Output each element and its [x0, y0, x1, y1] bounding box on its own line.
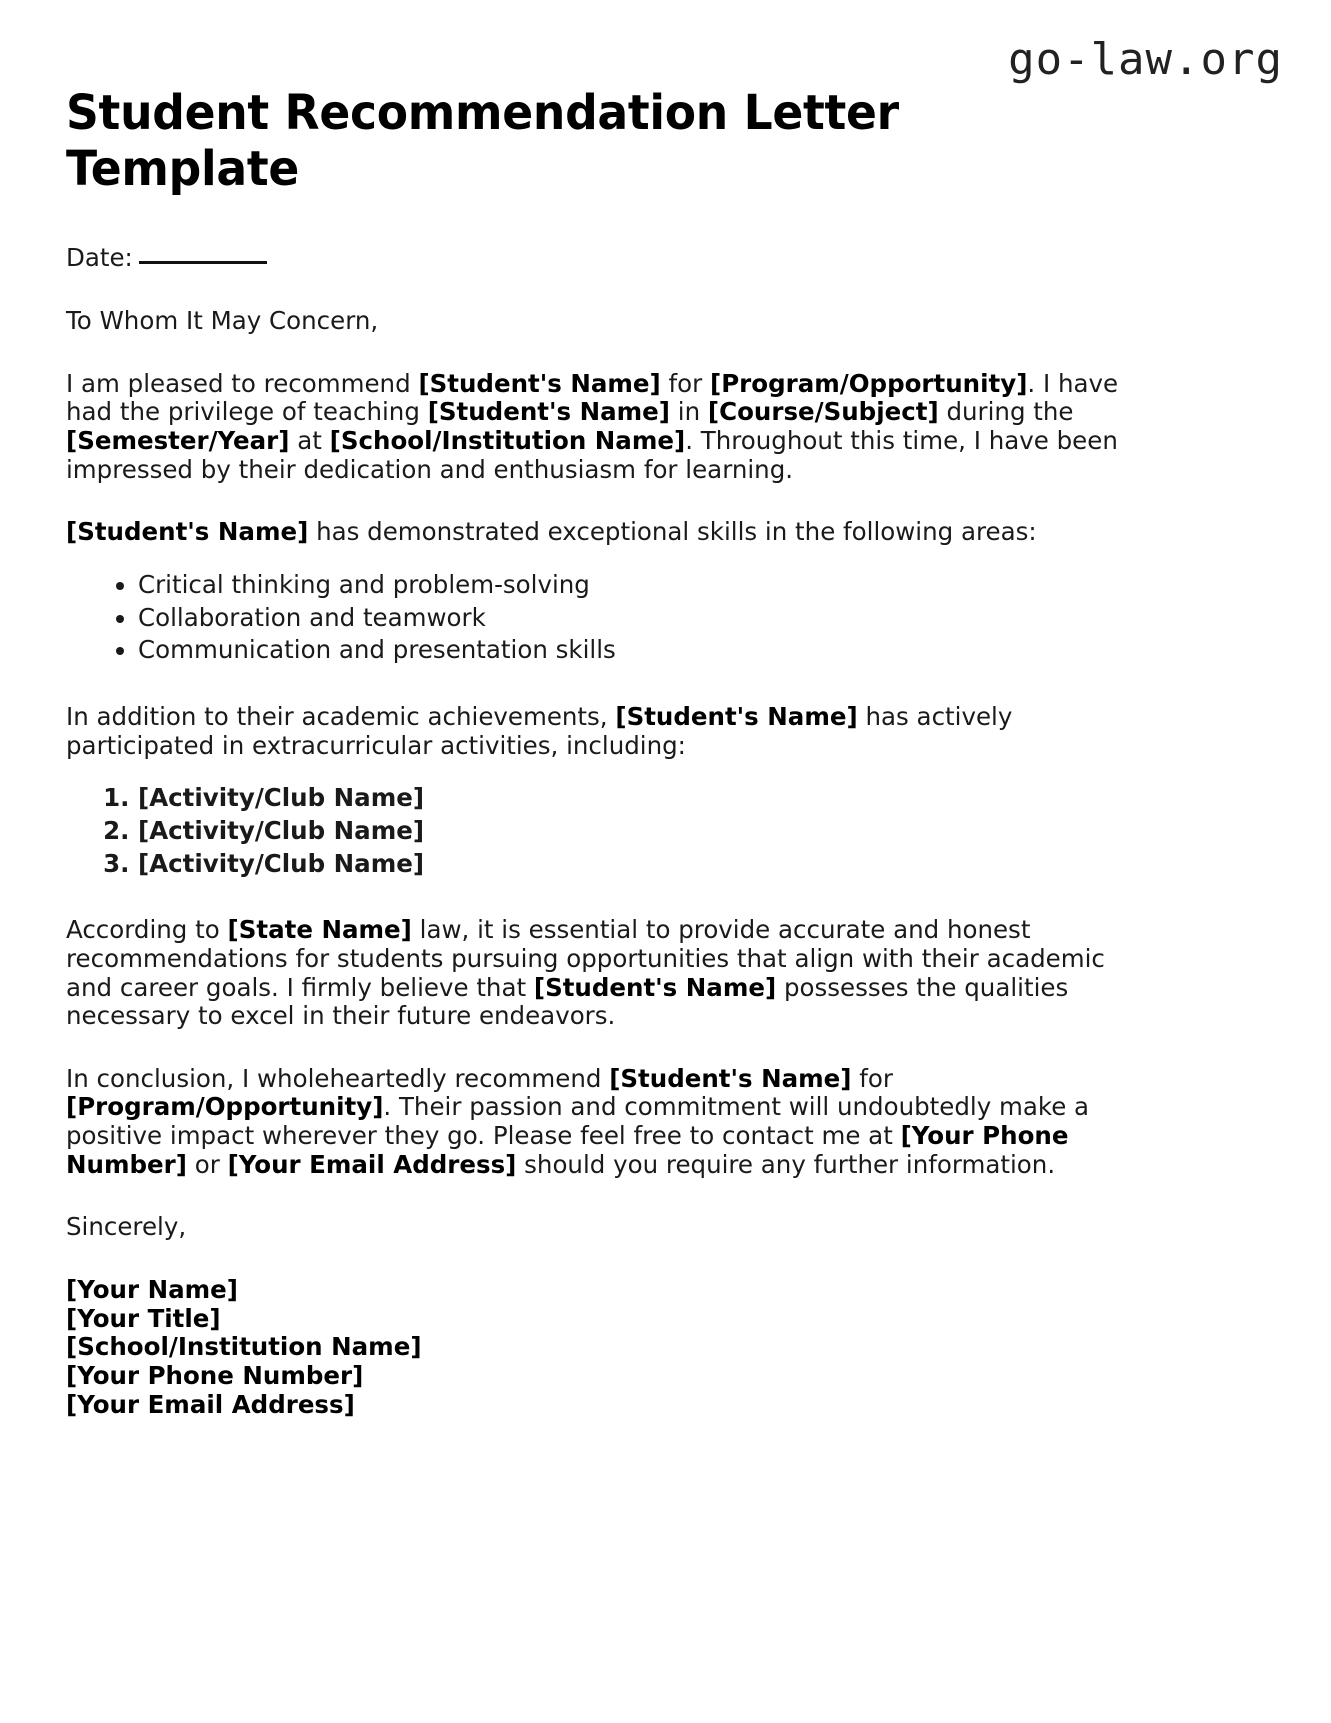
intro-text-6: at [289, 425, 330, 455]
placeholder-program-opportunity: [Program/Opportunity] [66, 1092, 384, 1122]
intro-text-3: . I have had the privilege of teaching [66, 368, 1119, 427]
skills-lead-text: has demonstrated exceptional skills in the following areas: [308, 517, 1037, 547]
intro-text-2: for [660, 368, 710, 398]
state-text-3: possesses the qualities necessary to excel in their future endeavors. [66, 972, 1069, 1031]
list-item: 3. [Activity/Club Name] [138, 850, 1151, 879]
intro-paragraph [66, 370, 1151, 485]
placeholder-student-name: [Student's Name] [533, 972, 777, 1002]
salutation: To Whom It May Concern, [66, 306, 379, 335]
placeholder-program-opportunity: [Program/Opportunity] [710, 368, 1028, 398]
placeholder-semester-year: [Semester/Year] [66, 425, 290, 455]
list-item: • Critical thinking and problem-solving [138, 571, 1151, 600]
placeholder-student-name: [Student's Name] [427, 397, 670, 427]
placeholder-your-phone-number: [Your Phone Number] [66, 1121, 1069, 1179]
activities-lead-paragraph [66, 703, 1151, 760]
signature-block [66, 1276, 1151, 1419]
signature-title: [Your Title] [66, 1303, 221, 1333]
date-line [66, 243, 1151, 273]
placeholder-student-name: [Student's Name] [615, 701, 858, 731]
conclusion-text-1: In conclusion, I wholeheartedly recommend [66, 1063, 610, 1093]
placeholder-your-email-address: [Your Email Address] [227, 1149, 517, 1179]
state-law-paragraph [66, 916, 1151, 1031]
placeholder-student-name: [Student's Name] [66, 517, 309, 547]
placeholder-student-name: [Student's Name] [418, 368, 661, 398]
page-title: Student Recommendation Letter Template [66, 85, 899, 197]
list-item: • Communication and presentation skills [138, 636, 1151, 665]
state-text-2: law, it is essential to provide accurate and honest recommendations for students pursuing opportunities that align with their academic and career goals. I firmly believe that [66, 915, 1105, 1002]
skills-lead-paragraph [66, 518, 1151, 547]
placeholder-student-name: [Student's Name] [609, 1063, 852, 1093]
intro-text-4: in [669, 397, 708, 427]
placeholder-course-subject: [Course/Subject] [707, 397, 939, 427]
activities-lead-text-1: In addition to their academic achievements, [66, 701, 616, 731]
date-label: Date: [66, 243, 133, 273]
signature-school: [School/Institution Name] [66, 1332, 422, 1362]
skills-list [66, 571, 1151, 665]
placeholder-state-name: [State Name] [227, 915, 412, 945]
conclusion-paragraph [66, 1065, 1151, 1180]
conclusion-text-4: or [186, 1149, 228, 1179]
conclusion-text-3: . Their passion and commitment will undoubtedly make a positive impact wherever they go. Please feel free to contact me at [66, 1092, 1090, 1151]
signature-phone: [Your Phone Number] [66, 1361, 364, 1391]
activities-list [66, 784, 1151, 878]
signature-name: [Your Name] [66, 1275, 238, 1305]
conclusion-text-2: for [851, 1063, 893, 1093]
signature-email: [Your Email Address] [66, 1389, 355, 1419]
site-watermark: go-law.org [1008, 34, 1283, 85]
placeholder-school-institution: [School/Institution Name] [329, 425, 686, 455]
list-item: 1. [Activity/Club Name] [138, 784, 1151, 813]
letter-body [66, 86, 1151, 1419]
intro-text-7: . Throughout this time, I have been impressed by their dedication and enthusiasm for learning. [66, 425, 1118, 484]
list-item: 2. [Activity/Club Name] [138, 817, 1151, 846]
list-item: • Collaboration and teamwork [138, 604, 1151, 633]
intro-text-1: I am pleased to recommend [66, 368, 419, 398]
state-text-1: According to [66, 915, 228, 945]
closing-salutation: Sincerely, [66, 1212, 187, 1242]
intro-text-5: during the [938, 397, 1074, 427]
activities-lead-text-2: has actively participated in extracurricular activities, including: [66, 701, 1013, 760]
conclusion-text-5: should you require any further information. [516, 1149, 1056, 1179]
date-blank-field[interactable] [139, 243, 267, 264]
